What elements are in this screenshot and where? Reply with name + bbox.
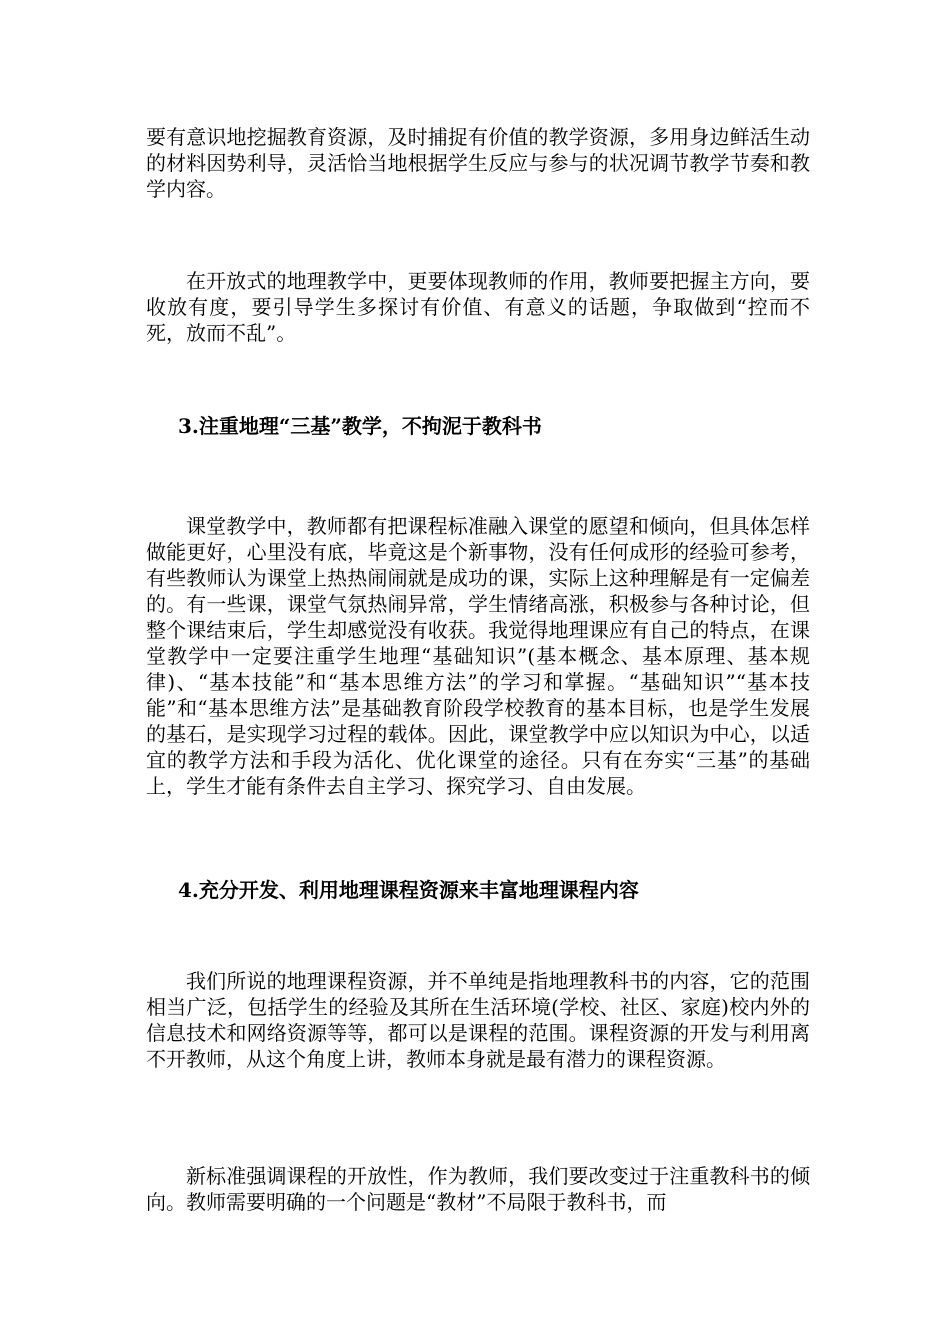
section-heading-4: 4.充分开发、利用地理课程资源来丰富地理课程内容 xyxy=(178,878,639,902)
paragraph-4: 我们所说的地理课程资源，并不单纯是指地理教科书的内容，它的范围相当广泛，包括学生的经验及其所在生活环境(学校、社区、家庭)校内外的信息技术和网络资源等等，都可以是课程的范围。课程资源的开发与利用离不开教师，从这个角度上讲，教师本身就是最有潜力的课程资源。 xyxy=(146,969,810,1071)
paragraph-1: 要有意识地挖掘教育资源，及时捕捉有价值的教学资源，多用身边鲜活生动的材料因势利导，灵活恰当地根据学生反应与参与的状况调节教学节奏和教学内容。 xyxy=(146,125,810,201)
paragraph-3: 课堂教学中，教师都有把课程标准融入课堂的愿望和倾向，但具体怎样做能更好，心里没有底，毕竟这是个新事物，没有任何成形的经验可参考，有些教师认为课堂上热热闹闹就是成功的课，实际上这种理解是有一定偏差的。有一些课，课堂气氛热闹异常，学生情绪高涨，积极参与各种讨论，但整个课结束后，学生却感觉没有收获。我觉得地理课应有自己的特点，在课堂教学中一定要注重学生地理“基础知识”(基本概念、基本原理、基本规律)、“基本技能”和“基本思维方法”的学习和掌握。“基础知识”“基本技能”和“基本思维方法”是基础教育阶段学校教育的基本目标，也是学生发展的基石，是实现学习过程的载体。因此，课堂教学中应以知识为中心，以适宜的教学方法和手段为活化、优化课堂的途径。只有在夯实“三基”的基础上，学生才能有条件去自主学习、探究学习、自由发展。 xyxy=(146,514,810,798)
section-heading-3: 3.注重地理“三基”教学，不拘泥于教科书 xyxy=(178,414,542,438)
paragraph-2: 在开放式的地理教学中，更要体现教师的作用，教师要把握主方向，要收放有度，要引导学生多探讨有价值、有意义的话题，争取做到“控而不死，放而不乱”。 xyxy=(146,269,810,345)
paragraph-5: 新标准强调课程的开放性，作为教师，我们要改变过于注重教科书的倾向。教师需要明确的一个问题是“教材”不局限于教科书，而 xyxy=(146,1164,810,1214)
